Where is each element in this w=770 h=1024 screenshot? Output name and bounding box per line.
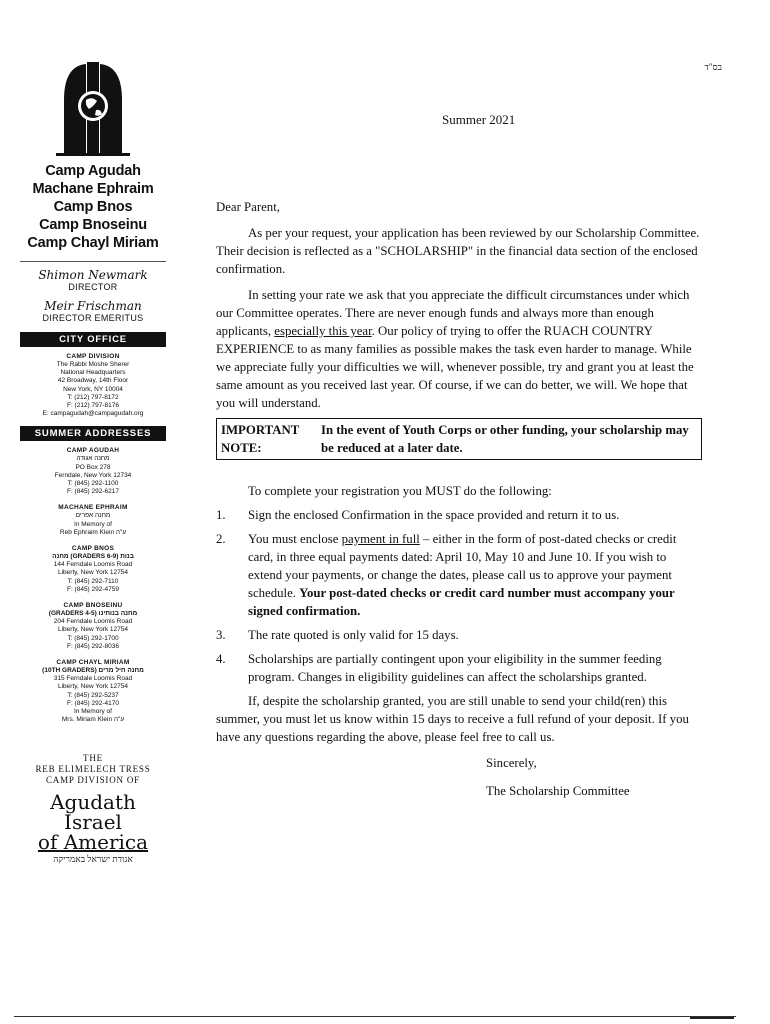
paragraph-2 [216,286,702,412]
step-text-part: – either in the form of post-dated checks or credit card, in three equal payments dated: April 10, May 10 and June 10. If you wish to extend your payments, or change the dates, please call us to approve your payment schedule. [248,532,677,600]
city-office-heading: CITY OFFICE [20,332,166,347]
letter-body [216,198,702,800]
phone-line: T: (845) 292-7110 [67,577,119,585]
block-title: MACHANE EPHRAIM [58,504,128,512]
bottom-divider-accent [690,1017,734,1019]
step-number: 1. [216,508,226,522]
fax-line: F: (845) 292-6217 [66,488,120,496]
important-text: In the event of Youth Corps or other funding, your scholarship may be reduced at a later date. [321,423,689,455]
block-title: CAMP BNOS [71,545,115,553]
camp-bnoseinu-block [14,602,172,651]
address-line: Liberty, New York 12754 [58,683,128,691]
org-name-line: Agudath [50,789,136,814]
address-line: New York, NY 10004 [63,385,123,393]
address-line: Liberty, New York 12754 [58,626,128,634]
camp-name: Machane Ephraim [32,181,154,197]
salutation: Dear Parent, [216,200,280,214]
agudath-logo [14,789,172,864]
fax-line: F: (845) 292-4759 [66,585,120,593]
letter-date: Summer 2021 [442,112,516,127]
closing: Sincerely, [486,756,537,770]
org-line: THE [83,752,103,763]
bsd-mark: בס"ד [704,62,722,72]
important-label: IMPORTANT NOTE: [221,423,299,455]
summer-addresses-heading: SUMMER ADDRESSES [20,426,166,441]
phone-line: T: (845) 292-5237 [67,691,119,699]
bold-text: Your post-dated checks or credit card number must accompany your signed confirmation. [248,586,675,618]
address-line: Ferndale, New York 12734 [54,471,132,479]
org-name-line: Israel [64,809,122,834]
address-line: 204 Ferndale Loomis Road [53,618,133,626]
step-number: 4. [216,652,226,666]
machane-ephraim-block [14,504,172,537]
hebrew-name: בנות (6-9 GRADERS) מחנה [52,553,134,561]
phone-line: T: (845) 292-1100 [67,480,119,488]
camp-bnos-block [14,545,172,594]
camp-name: Camp Bnoseinu [39,217,147,233]
camp-name: Camp Agudah [45,163,141,179]
fax-line: F: (212) 797-8176 [66,402,120,410]
camp-names [14,162,172,252]
fax-line: F: (845) 292-8036 [66,642,120,650]
memorial-line: In Memory of [74,520,112,528]
camp-agudah-block [14,447,172,496]
step-text: Scholarships are partially contingent upon your eligibility in the summer feeding program. Changes in eligibility guidelines can affect the scholarships granted. [248,652,662,684]
address-line: PO Box 278 [75,463,111,471]
address-line: 144 Ferndale Loomis Road [53,561,133,569]
divider [20,261,166,262]
block-title: CAMP BNOSEINU [63,602,123,610]
step-number: 3. [216,628,226,642]
list-item [216,506,702,524]
address-line: Liberty, New York 12754 [58,569,128,577]
step-text [248,530,702,620]
signoff: The Scholarship Committee [486,784,630,798]
memorial-line: Reb Ephraim Klein ע"ה [59,528,127,536]
org-line: REB ELIMELECH TRESS [35,763,151,774]
letterhead-sidebar [14,60,172,864]
memorial-line: In Memory of [74,708,112,716]
camp-logo-icon [56,60,130,156]
address-line: National Headquarters [60,369,126,377]
step-text-part: You must enclose [248,532,342,546]
hebrew-name: מחנה אפרים [75,512,111,520]
org-hebrew-name: אגודת ישראל באמריקה [53,853,133,864]
org-line: CAMP DIVISION OF [46,774,140,785]
phone-line: T: (845) 292-1700 [67,634,119,642]
emphasis-text: especially this year [274,324,372,338]
step-number: 2. [216,532,226,546]
hebrew-name: מחנה חיל מרים (10TH GRADERS) [42,667,144,675]
paragraph-1: As per your request, your application has been reviewed by our Scholarship Committee. Their decision is reflected as a "SCHOLARSHIP" in the financial data section of the enclosed confirmation. [216,226,700,276]
hebrew-name: מחנה בנותינו (4-5 GRADERS) [48,610,138,618]
city-office-block [14,353,172,418]
block-title: CAMP CHAYL MIRIAM [56,659,130,667]
paragraph-2-text: . Our policy of trying to offer the RUACH COUNTRY EXPERIENCE to as many families as possible makes the task even harder to manage. While we appreciate fully your difficulties we will, whenever possible, try and grant you at least the same amount as you received last year. Of course, if we can do better, we will. We hope that you will understand. [216,324,694,410]
paragraph-final: If, despite the scholarship granted, you are still unable to send your child(ren) this summer, you must let us know within 15 days to receive a full refund of your deposit. If you have any questions regarding the above, please feel free to call us. [216,694,689,744]
step-text: The rate quoted is only valid for 15 days. [248,628,459,642]
instructions-intro: To complete your registration you MUST do the following: [248,484,552,498]
step-text: Sign the enclosed Confirmation in the space provided and return it to us. [248,508,620,522]
email-line: E: campagudah@campagudah.org [42,410,144,418]
address-line: 42 Broadway, 14th Floor [57,377,129,385]
list-item [216,626,702,644]
list-item [216,650,702,686]
block-title: CAMP DIVISION [66,353,120,360]
camp-name: Camp Bnos [53,199,133,215]
director-title: DIRECTOR [68,282,118,292]
emphasis-text: payment in full [341,532,420,546]
director-signature: Shimon Newmark [38,268,148,282]
phone-line: T: (212) 797-8172 [67,393,119,401]
address-line: The Rabbi Moshe Sherer [56,361,130,368]
memorial-line: Mrs. Miriam Klein ע"ה [61,716,125,724]
org-footer [14,753,172,864]
camp-chayl-miriam-block [14,659,172,724]
steps-list [216,506,702,686]
block-title: CAMP AGUDAH [66,447,120,455]
important-note-box [216,418,702,460]
org-name-line: of America [37,829,149,854]
camp-name: Camp Chayl Miriam [27,235,159,251]
hebrew-name: מחנה אגודה [76,455,110,463]
bottom-divider [14,1016,736,1017]
emeritus-title: DIRECTOR EMERITUS [42,313,144,323]
emeritus-signature: Meir Frischman [44,299,142,313]
closing-block [486,754,702,800]
list-item [216,530,702,620]
fax-line: F: (845) 292-4170 [66,699,120,707]
paragraph-2-text: In setting your rate we ask that you appreciate the difficult circumstances under which our Committee operates. There are never enough funds and always more than enough applicants, [216,288,690,338]
address-line: 315 Ferndale Loomis Road [53,675,133,683]
